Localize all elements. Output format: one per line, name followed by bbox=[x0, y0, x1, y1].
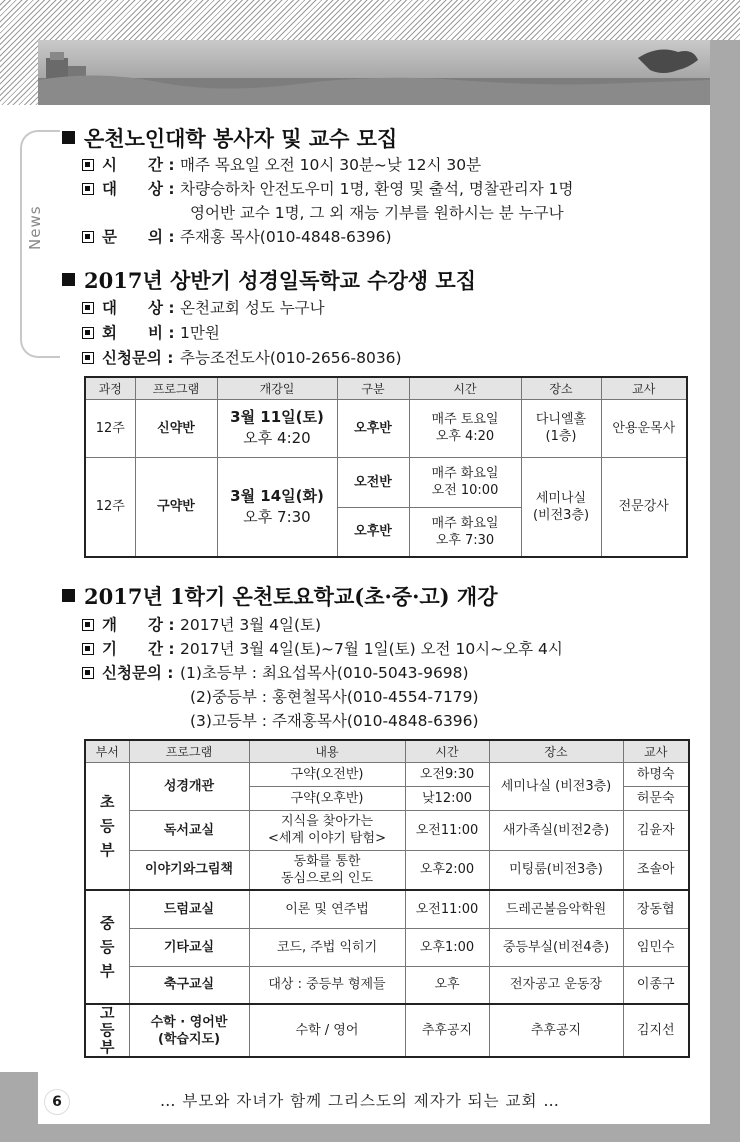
table-row bbox=[85, 399, 687, 457]
content-cell: 대상 : 중등부 형제들 bbox=[249, 966, 405, 1004]
header-banner-image bbox=[38, 40, 710, 105]
course-cell: 12주 bbox=[85, 457, 135, 557]
checkbox-bullet-icon bbox=[82, 352, 94, 364]
place-cell: 미팅룸(비전3층) bbox=[489, 850, 623, 890]
col-header: 구분 bbox=[337, 377, 409, 399]
section1-row-contact: 문 의 : 주재홍 목사(010-4848-6396) bbox=[82, 227, 392, 247]
content-line: <세계 이야기 탐험> bbox=[268, 831, 386, 846]
program-cell: 축구교실 bbox=[129, 966, 249, 1004]
table-row bbox=[85, 890, 689, 928]
col-header: 부서 bbox=[85, 740, 129, 762]
program-cell: 독서교실 bbox=[129, 810, 249, 850]
saturday-school-table bbox=[84, 739, 690, 1058]
teacher-cell: 김윤자 bbox=[623, 810, 689, 850]
section3-row-open: 개 강 : 2017년 3월 4일(토) bbox=[82, 615, 321, 635]
banner-illustration bbox=[38, 40, 710, 105]
content-line: 지식을 찾아가는 bbox=[280, 814, 374, 829]
start-date: 3월 14일(화) bbox=[230, 486, 324, 505]
program-cell: 성경개관 bbox=[129, 762, 249, 810]
time-cell: 오전9:30 bbox=[405, 762, 489, 786]
dept-label: 고 등 부 bbox=[100, 1004, 115, 1056]
col-header: 내용 bbox=[249, 740, 405, 762]
time-day: 매주 토요일 bbox=[431, 412, 499, 427]
table-row bbox=[85, 762, 689, 786]
place-cell: 새가족실(비전2층) bbox=[489, 810, 623, 850]
dept-cell-middle bbox=[85, 890, 129, 1004]
content-cell: 구약(오전반) bbox=[249, 762, 405, 786]
place-cell: 드레곤볼음악학원 bbox=[489, 890, 623, 928]
start-time: 오후 4:20 bbox=[243, 429, 311, 447]
bible-school-table bbox=[84, 376, 688, 558]
teacher-cell: 김지선 bbox=[623, 1004, 689, 1057]
teacher-cell: 전문강사 bbox=[601, 457, 687, 557]
section2-row-fee: 회 비 : 1만원 bbox=[82, 323, 220, 343]
teacher-cell: 안용운목사 bbox=[601, 399, 687, 457]
section2-title: 2017년 상반기 성경일독학교 수강생 모집 bbox=[62, 265, 476, 295]
place-name: 세미나실 bbox=[535, 490, 587, 506]
col-header: 개강일 bbox=[217, 377, 337, 399]
place-cell: 중등부실(비전4층) bbox=[489, 928, 623, 966]
section3-row-period: 기 간 : 2017년 3월 4일(토)~7월 1일(토) 오전 10시~오후 4시 bbox=[82, 639, 563, 659]
teacher-cell: 조솔아 bbox=[623, 850, 689, 890]
col-header: 시간 bbox=[409, 377, 521, 399]
section1-title: 온천노인대학 봉사자 및 교수 모집 bbox=[62, 123, 397, 153]
checkbox-bullet-icon bbox=[82, 643, 94, 655]
program-cell: 구약반 bbox=[135, 457, 217, 557]
class-cell: 오후반 bbox=[337, 507, 409, 557]
checkbox-bullet-icon bbox=[82, 159, 94, 171]
content-cell: 이론 및 연주법 bbox=[249, 890, 405, 928]
dept-label: 중 등 부 bbox=[100, 914, 115, 980]
program-line: (학습지도) bbox=[157, 1031, 221, 1047]
time-cell: 오전11:00 bbox=[405, 890, 489, 928]
program-cell: 드럼교실 bbox=[129, 890, 249, 928]
col-header: 프로그램 bbox=[129, 740, 249, 762]
time-cell: 추후공지 bbox=[405, 1004, 489, 1057]
time-day: 매주 화요일 bbox=[431, 466, 499, 481]
program-cell: 기타교실 bbox=[129, 928, 249, 966]
footer-motto: … 부모와 자녀가 함께 그리스도의 제자가 되는 교회 … bbox=[160, 1092, 560, 1110]
col-header: 과정 bbox=[85, 377, 135, 399]
section3-apply-high: (3)고등부 : 주재홍목사(010-4848-6396) bbox=[190, 712, 479, 730]
section3-title: 2017년 1학기 온천토요학교(초·중·고) 개강 bbox=[62, 581, 498, 611]
time-cell: 낮12:00 bbox=[405, 786, 489, 810]
time-day: 매주 화요일 bbox=[431, 515, 499, 531]
content-line: 동심으로의 인도 bbox=[280, 870, 374, 886]
right-edge-bar bbox=[710, 40, 740, 1142]
table-header-row bbox=[85, 740, 689, 762]
start-cell bbox=[217, 457, 337, 557]
table-row bbox=[85, 457, 687, 507]
table-row bbox=[85, 928, 689, 966]
place-cell: 추후공지 bbox=[489, 1004, 623, 1057]
time-hour: 오후 7:30 bbox=[435, 532, 495, 548]
teacher-cell: 허문숙 bbox=[623, 786, 689, 810]
course-cell: 12주 bbox=[85, 399, 135, 457]
time-hour: 오전 10:00 bbox=[431, 483, 499, 498]
table-header-row bbox=[85, 377, 687, 399]
teacher-cell: 임민수 bbox=[623, 928, 689, 966]
bullet-square-icon bbox=[62, 589, 75, 602]
table-row bbox=[85, 850, 689, 890]
section1-row-time: 시 간 : 매주 목요일 오전 10시 30분~낮 12시 30분 bbox=[82, 155, 481, 175]
place-cell: 세미나실 (비전3층) bbox=[489, 762, 623, 810]
place-cell bbox=[521, 399, 601, 457]
teacher-cell: 하명숙 bbox=[623, 762, 689, 786]
checkbox-bullet-icon bbox=[82, 302, 94, 314]
content-cell: 코드, 주법 익히기 bbox=[249, 928, 405, 966]
bullet-square-icon bbox=[62, 273, 75, 286]
section3-apply-middle: (2)중등부 : 홍현철목사(010-4554-7179) bbox=[190, 688, 479, 706]
content-cell: 구약(오후반) bbox=[249, 786, 405, 810]
dept-cell-high bbox=[85, 1004, 129, 1057]
program-cell: 이야기와그림책 bbox=[129, 850, 249, 890]
bullet-square-icon bbox=[62, 131, 75, 144]
side-tab-label: News bbox=[26, 205, 44, 250]
time-cell: 오후2:00 bbox=[405, 850, 489, 890]
content-line: 동화를 통한 bbox=[293, 853, 361, 869]
content-cell bbox=[249, 810, 405, 850]
section1-row-target-cont: 영어반 교수 1명, 그 외 재능 기부를 원하시는 분 누구나 bbox=[190, 204, 564, 222]
checkbox-bullet-icon bbox=[82, 619, 94, 631]
time-cell bbox=[409, 457, 521, 507]
start-date: 3월 11일(토) bbox=[230, 408, 324, 426]
section3-row-apply: 신청문의 : (1)초등부 : 최요섭목사(010-5043-9698) bbox=[82, 663, 469, 683]
col-header: 장소 bbox=[521, 377, 601, 399]
col-header: 시간 bbox=[405, 740, 489, 762]
col-header: 프로그램 bbox=[135, 377, 217, 399]
time-hour: 오후 4:20 bbox=[435, 429, 495, 444]
col-header: 교사 bbox=[601, 377, 687, 399]
col-header: 장소 bbox=[489, 740, 623, 762]
place-floor: (1층) bbox=[545, 429, 577, 444]
program-cell: 신약반 bbox=[135, 399, 217, 457]
table-row bbox=[85, 810, 689, 850]
place-name: 다니엘홀 bbox=[535, 412, 587, 427]
program-line: 수학 · 영어반 bbox=[150, 1014, 228, 1030]
dept-cell-elementary bbox=[85, 762, 129, 890]
section2-row-apply: 신청문의 : 추능조전도사(010-2656-8036) bbox=[82, 348, 402, 368]
checkbox-bullet-icon bbox=[82, 327, 94, 339]
page-content bbox=[60, 105, 710, 1072]
col-header: 교사 bbox=[623, 740, 689, 762]
start-time: 오후 7:30 bbox=[243, 507, 311, 526]
checkbox-bullet-icon bbox=[82, 667, 94, 679]
section1-row-target: 대 상 : 차량승하차 안전도우미 1명, 환영 및 출석, 명찰관리자 1명 bbox=[82, 179, 573, 199]
section2-row-target: 대 상 : 온천교회 성도 누구나 bbox=[82, 298, 325, 318]
time-cell: 오전11:00 bbox=[405, 810, 489, 850]
checkbox-bullet-icon bbox=[82, 183, 94, 195]
checkbox-bullet-icon bbox=[82, 231, 94, 243]
dept-label: 초 등 부 bbox=[100, 792, 115, 859]
class-cell: 오전반 bbox=[337, 457, 409, 507]
place-cell bbox=[521, 457, 601, 557]
teacher-cell: 이종구 bbox=[623, 966, 689, 1004]
place-floor: (비전3층) bbox=[532, 507, 590, 523]
program-cell bbox=[129, 1004, 249, 1057]
time-cell bbox=[409, 399, 521, 457]
time-cell: 오후1:00 bbox=[405, 928, 489, 966]
teacher-cell: 장동협 bbox=[623, 890, 689, 928]
table-row bbox=[85, 1004, 689, 1057]
place-cell: 전자공고 운동장 bbox=[489, 966, 623, 1004]
page-number: 6 bbox=[44, 1089, 70, 1115]
content-cell bbox=[249, 850, 405, 890]
class-cell: 오후반 bbox=[337, 399, 409, 457]
start-cell bbox=[217, 399, 337, 457]
time-cell: 오후 bbox=[405, 966, 489, 1004]
time-cell bbox=[409, 507, 521, 557]
content-cell: 수학 / 영어 bbox=[249, 1004, 405, 1057]
table-row bbox=[85, 966, 689, 1004]
